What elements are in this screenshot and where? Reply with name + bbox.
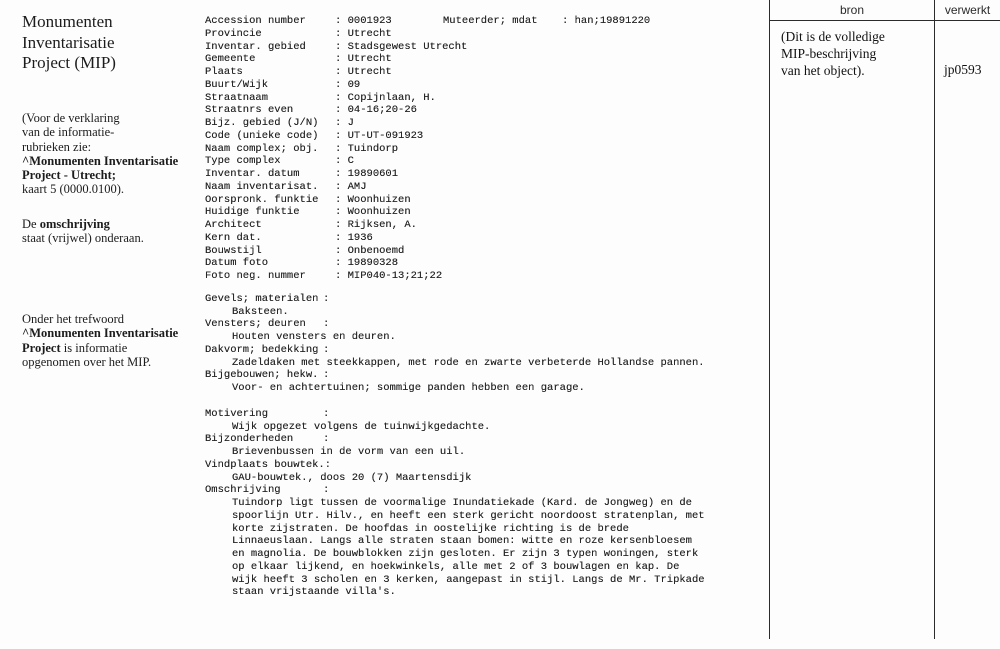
field-separator: : [335, 257, 348, 270]
page-title-line: Monumenten [22, 12, 113, 31]
section-content-line: Zadeldaken met steekkappen, met rode en zwarte verbeterde Hollandse pannen. [232, 356, 705, 369]
record-field-row [205, 104, 735, 117]
section-content-line: korte zijstraten. De hoofdas in oostelijke richting is de brede [232, 522, 629, 535]
note-line: kaart 5 (0000.0100). [22, 182, 125, 197]
record-field-row [205, 206, 735, 219]
field-separator: : [335, 91, 348, 104]
section-label: Vensters; deuren [205, 318, 306, 331]
section-content-line: wijk heeft 3 scholen en 3 kerken, aangepast in stijl. Langs de Mr. Tripkade [232, 573, 705, 586]
field-separator: : [335, 66, 348, 78]
field-label: Buurt/Wijk [205, 78, 269, 91]
field-value: 19890328 [347, 257, 399, 270]
section-content-line: Voor- en achtertuinen; sommige panden hebben een garage. [232, 382, 585, 394]
bron-note-line: (Dit is de volledige [781, 29, 885, 44]
field-separator: : [335, 155, 348, 168]
bron-note-line: MIP-beschrijving [781, 46, 877, 61]
section [205, 344, 735, 370]
field-label: Plaats [205, 66, 243, 78]
field-value: Woonhuizen [347, 206, 411, 219]
field-separator: : [335, 53, 348, 66]
record-field-row [205, 232, 735, 245]
record-field-row [205, 270, 735, 283]
section-label: Omschrijving [205, 484, 281, 497]
field-value: 19890601 [347, 168, 399, 180]
field-separator: : [335, 244, 348, 257]
field-value: Onbenoemd [347, 244, 405, 257]
field-label: Huidige funktie [205, 206, 300, 219]
field-value: UT-UT-091923 [347, 129, 424, 142]
field-label: Muteerder; mdat [443, 15, 538, 27]
field-value: 0001923 [347, 15, 392, 27]
field-label: Type complex [205, 155, 281, 168]
note-text: De [22, 217, 40, 231]
record-field-row [205, 155, 735, 168]
note-trefwoord [22, 312, 200, 369]
field-separator: : [335, 231, 348, 244]
record-field-row [205, 41, 735, 54]
field-separator: : [335, 129, 348, 142]
field-value: MIP040-13;21;22 [347, 270, 443, 282]
field-value: Utrecht [347, 53, 392, 66]
field-separator: : [335, 104, 348, 117]
section-header [205, 344, 735, 357]
table-header-rule [769, 20, 1000, 21]
section-label: Vindplaats bouwtek. [205, 458, 325, 471]
section [205, 484, 735, 599]
field-value: Copijnlaan, H. [347, 91, 436, 104]
field-value: Utrecht [347, 27, 392, 40]
bron-column-header: bron [839, 3, 865, 17]
section-header [205, 293, 735, 306]
record-field-row [205, 245, 735, 258]
field-label: Oorspronk. funktie [205, 193, 319, 206]
table-left-rule [769, 0, 770, 639]
sections-materials [205, 293, 735, 395]
field-separator: : [335, 27, 348, 40]
section-label: Dakvorm; bedekking [205, 343, 319, 356]
record-field-row [205, 130, 735, 143]
bron-note-line: van het object). [781, 63, 865, 78]
section-content-line: Brievenbussen in de vorm van een uil. [232, 446, 466, 458]
section [205, 459, 735, 485]
note-line: staat (vrijwel) onderaan. [22, 231, 144, 246]
field-separator: : [335, 142, 348, 155]
field-value: C [347, 155, 354, 168]
field-label: Accession number [205, 15, 306, 27]
field-value: Utrecht [347, 66, 392, 78]
field-value: J [347, 117, 354, 129]
page-title [22, 12, 116, 74]
field-label: Inventar. gebied [205, 40, 306, 53]
field-label: Datum foto [205, 257, 269, 270]
section [205, 433, 735, 459]
note-line-bold: ^Monumenten Inventarisatie [22, 326, 179, 341]
muteerder-field [443, 15, 650, 28]
field-label: Architect [205, 219, 262, 231]
note-line: (Voor de verklaring [22, 111, 120, 125]
section [205, 408, 735, 434]
section-header [205, 433, 735, 446]
section [205, 293, 735, 319]
verwerkt-column-header: verwerkt [944, 3, 991, 17]
section-header [205, 408, 735, 421]
section-content-line: en magnolia. De bouwblokken zijn gesloten. Er zijn 3 typen woningen, sterk [232, 548, 699, 560]
note-line: rubrieken zie: [22, 139, 92, 154]
field-label: Straatnaam [205, 91, 269, 104]
note-line [22, 341, 200, 355]
record-fields [205, 15, 735, 283]
field-label: Bouwstijl [205, 244, 262, 257]
note-line: opgenomen over het MIP. [22, 354, 152, 369]
field-separator: : [335, 15, 348, 27]
section-colon: : [323, 484, 330, 497]
section-label: Motivering [205, 407, 269, 420]
record-block [205, 15, 735, 599]
record-field-row [205, 28, 735, 41]
field-value: Woonhuizen [347, 193, 411, 206]
verwerkt-code: jp0593 [944, 62, 982, 77]
record-field-row [205, 194, 735, 207]
note-verklaring [22, 111, 200, 197]
field-separator: : [335, 78, 348, 91]
field-label: Inventar. datum [205, 168, 300, 180]
field-value: Tuindorp [347, 142, 399, 155]
note-line [22, 217, 200, 231]
section-colon: : [323, 407, 330, 420]
section [205, 318, 735, 344]
section-header [205, 318, 735, 331]
bron-note [781, 28, 931, 79]
section-label: Bijzonderheden [205, 433, 294, 446]
field-separator: : [335, 168, 348, 180]
field-separator: : [335, 193, 348, 206]
field-label: Code (unieke code) [205, 129, 319, 142]
field-label: Foto neg. nummer [205, 270, 306, 282]
note-text: is informatie [60, 340, 128, 355]
section-content-line: Houten vensters en deuren. [232, 331, 396, 343]
table-column-rule [934, 0, 935, 639]
note-line-bold: ^Monumenten Inventarisatie [22, 153, 179, 168]
section-colon: : [324, 458, 332, 471]
field-label: Naam inventarisat. [205, 180, 319, 193]
field-value: han;19891220 [574, 15, 651, 27]
record-field-row [205, 79, 735, 92]
section-content-line: GAU-bouwtek., doos 20 (7) Maartensdijk [232, 471, 472, 484]
note-line-bold: Project - Utrecht; [22, 168, 116, 183]
section-colon: : [323, 292, 330, 305]
record-field-row [205, 181, 735, 194]
sections-description [205, 408, 735, 599]
note-text-bold: Project [22, 340, 61, 355]
section-label: Gevels; materialen [205, 292, 319, 305]
section-colon: : [323, 318, 330, 331]
field-value: 1936 [347, 231, 373, 244]
field-separator: : [562, 15, 575, 27]
section-header [205, 459, 735, 472]
section-colon: : [323, 369, 330, 382]
section-content-line: op elkaar lijkend, en hoekwinkels, alle met 2 of 3 bouwlagen en kap. De [232, 560, 680, 573]
section-content-line: spoorlijn Utr. Hilv., en heeft een sterk gericht noordoost stratenplan, met [232, 509, 705, 522]
record-field-row [205, 168, 735, 181]
field-separator: : [335, 270, 348, 282]
field-value: 04-16;20-26 [347, 104, 417, 117]
field-label: Provincie [205, 27, 262, 40]
section-header [205, 484, 735, 497]
section-content-line: Linnaeuslaan. Langs alle straten staan bomen: witte en roze kersenbloesem [232, 535, 692, 548]
record-field-row [205, 143, 735, 156]
field-label: Naam complex; obj. [205, 142, 319, 155]
note-line: van de informatie- [22, 125, 115, 140]
record-field-row [205, 53, 735, 66]
field-separator: : [335, 206, 348, 219]
section-content-line: Wijk opgezet volgens de tuinwijkgedachte. [232, 420, 491, 433]
field-separator: : [335, 180, 348, 193]
field-value: 09 [347, 78, 361, 91]
field-value: Stadsgewest Utrecht [347, 40, 468, 53]
page-title-line: Inventarisatie [22, 32, 115, 52]
section [205, 369, 735, 395]
note-line: Onder het trefwoord [22, 312, 125, 326]
section-content-line: Tuindorp ligt tussen de voormalige Inundatiekade (Kard. de Jongweg) en de [232, 497, 692, 509]
section-label: Bijgebouwen; hekw. [205, 369, 319, 382]
field-separator: : [335, 219, 348, 231]
field-value: AMJ [347, 180, 367, 193]
field-separator: : [335, 117, 348, 129]
record-field-row [205, 257, 735, 270]
section-content-line: staan vrijstaande villa's. [232, 586, 396, 599]
field-separator: : [335, 40, 348, 53]
record-field-row [205, 66, 735, 79]
record-field-row [205, 92, 735, 105]
field-label: Gemeente [205, 53, 256, 66]
section-header [205, 369, 735, 382]
field-label: Kern dat. [205, 231, 262, 244]
section-content-line: Baksteen. [232, 305, 289, 318]
field-label: Straatnrs even [205, 104, 294, 117]
section-colon: : [323, 433, 330, 446]
note-omschrijving [22, 217, 200, 246]
section-colon: : [323, 343, 330, 356]
note-text-bold: omschrijving [39, 217, 110, 231]
field-value: Rijksen, A. [347, 219, 417, 231]
field-label: Bijz. gebied (J/N) [205, 117, 319, 129]
record-field-row [205, 219, 735, 232]
record-field-row [205, 117, 735, 130]
page-title-line: Project (MIP) [22, 53, 116, 72]
